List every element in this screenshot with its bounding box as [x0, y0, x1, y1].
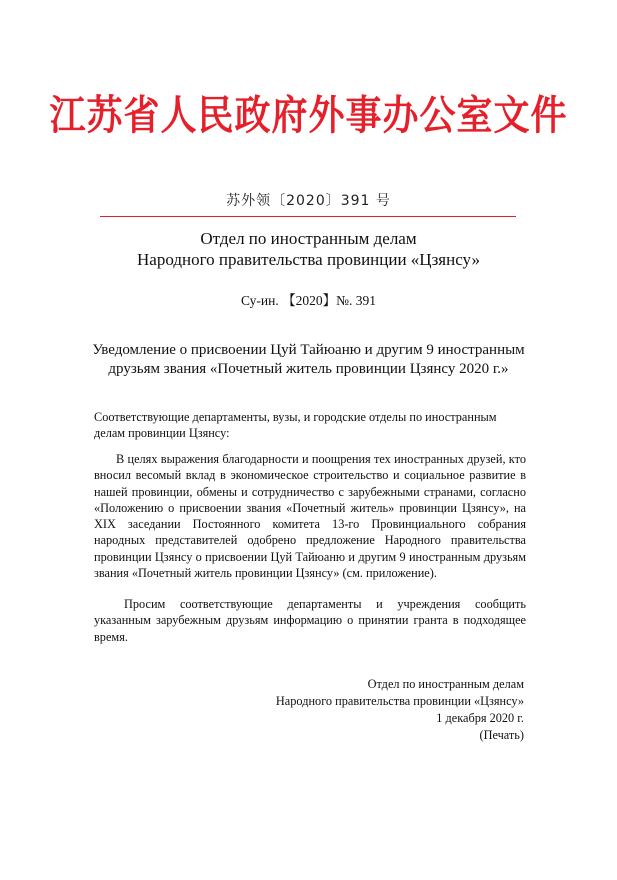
- document-header-title: 江苏省人民政府外事办公室文件: [49, 91, 568, 139]
- document-subject: [60, 341, 557, 379]
- signature-block: [276, 676, 524, 744]
- addressee: Соответствующие департаменты, вузы, и городские отделы по иностранным делам провинции Цзянсу:: [94, 410, 497, 441]
- seal-note: (Печать): [479, 728, 524, 742]
- red-divider-line: [100, 216, 516, 217]
- document-number: Су-ин. 【2020】№. 391: [241, 293, 376, 308]
- signature-line1: Отдел по иностранным делам: [367, 677, 524, 691]
- chinese-document-number: 苏外领〔2020〕391 号: [226, 193, 391, 209]
- department-name-line1: Отдел по иностранным делам: [200, 229, 417, 248]
- signature-date: 1 декабря 2020 г.: [436, 711, 524, 725]
- body-paragraph-1: В целях выражения благодарности и поощрения тех иностранных друзей, кто вносил весомый вклад в экономическое строительство и социальное развитие в нашей провинции, обмены и сотрудничество с зарубежными странами, согласно «Положению о присвоении звания «Почетный житель» провинции Цзянсу», на XIX заседании Постоянного комитета 13-го Провинциального собрания народных представителей одобрено предложение Народного правительства провинции Цзянсу о присвоении Цуй Тайюаню и другим 9 иностранным друзьям звания «Почетный житель провинции Цзянсу» (см. приложение).: [94, 452, 526, 581]
- body-paragraph-2: Просим соответствующие департаменты и учреждения сообщить указанным зарубежным друзьям информацию о принятии гранта в подходящее время.: [94, 597, 526, 644]
- department-name: [0, 228, 617, 270]
- department-name-line2: Народного правительства провинции «Цзянсу»: [137, 250, 480, 269]
- subject-line2: друзьям звания «Почетный житель провинции Цзянсу 2020 г.»: [108, 361, 509, 377]
- signature-line2: Народного правительства провинции «Цзянсу»: [275, 694, 524, 708]
- subject-line1: Уведомление о присвоении Цуй Тайюаню и другим 9 иностранным: [92, 342, 525, 358]
